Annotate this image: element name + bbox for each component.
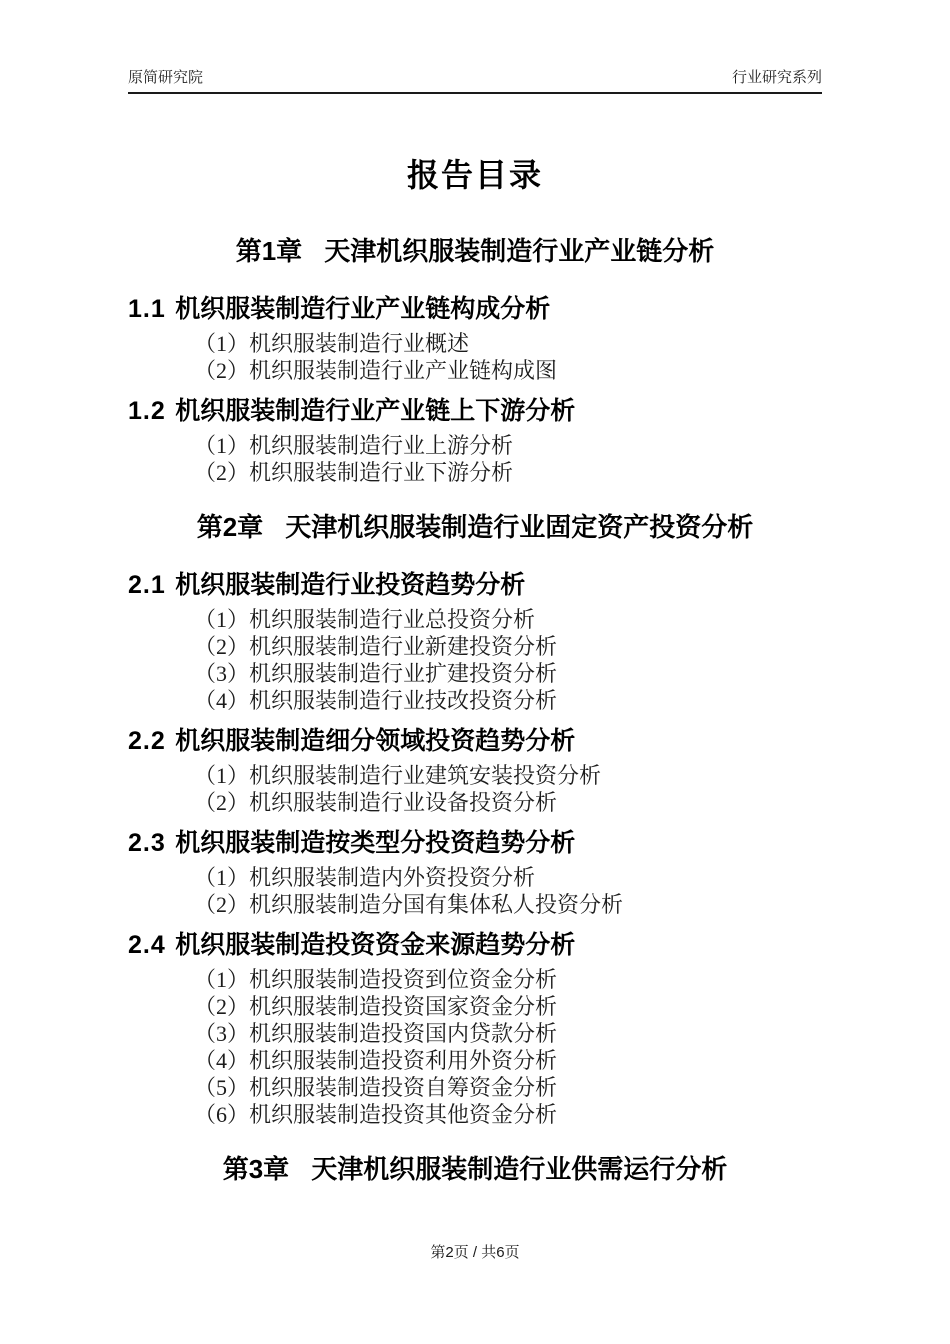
toc-item-list: [128, 864, 822, 918]
chapter-number: 第2章: [196, 512, 264, 542]
toc-item: （5）机织服装制造投资自筹资金分析: [194, 1075, 558, 1100]
toc-section: [128, 930, 822, 1128]
toc-section: [128, 294, 822, 384]
section-heading: [128, 828, 822, 858]
chapter-title: 天津机织服装制造行业固定资产投资分析: [285, 512, 754, 542]
toc-item-list: [128, 762, 822, 816]
section-number: 2.2: [128, 727, 166, 755]
section-number: 2.4: [128, 931, 166, 959]
toc-item: （1）机织服装制造行业建筑安装投资分析: [194, 763, 602, 788]
section-number: 1.1: [128, 295, 166, 323]
section-heading: [128, 396, 822, 426]
toc-item-list: [128, 966, 822, 1128]
toc-chapter: [128, 510, 822, 1128]
toc: [128, 234, 822, 1186]
toc-item: （1）机织服装制造行业上游分析: [194, 433, 514, 458]
chapter-heading: [128, 234, 822, 268]
toc-item: （2）机织服装制造行业新建投资分析: [194, 634, 558, 659]
page-number: 第2页 / 共6页: [430, 1244, 520, 1261]
toc-item: （6）机织服装制造投资其他资金分析: [194, 1102, 558, 1127]
toc-item: （1）机织服装制造内外资投资分析: [194, 865, 536, 890]
section-heading: [128, 294, 822, 324]
section-heading: [128, 726, 822, 756]
section-title: 机织服装制造行业投资趋势分析: [175, 571, 526, 599]
toc-item: （3）机织服装制造投资国内贷款分析: [194, 1021, 558, 1046]
toc-item: （4）机织服装制造投资利用外资分析: [194, 1048, 558, 1073]
toc-item: （2）机织服装制造行业下游分析: [194, 460, 514, 485]
chapter-number: 第1章: [235, 236, 303, 266]
section-number: 2.1: [128, 571, 166, 599]
toc-chapter: [128, 234, 822, 486]
toc-section: [128, 396, 822, 486]
toc-item-list: [128, 432, 822, 486]
section-number: 1.2: [128, 397, 166, 425]
section-heading: [128, 930, 822, 960]
toc-item: （4）机织服装制造行业技改投资分析: [194, 688, 558, 713]
header-right-text: 行业研究系列: [731, 69, 822, 86]
page-header: [128, 0, 822, 94]
toc-section: [128, 828, 822, 918]
toc-item: （1）机织服装制造行业概述: [194, 331, 470, 356]
toc-item: （2）机织服装制造投资国家资金分析: [194, 994, 558, 1019]
chapter-heading: [128, 1152, 822, 1186]
chapter-title: 天津机织服装制造行业供需运行分析: [311, 1154, 728, 1184]
chapter-title: 天津机织服装制造行业产业链分析: [324, 236, 715, 266]
section-title: 机织服装制造投资资金来源趋势分析: [175, 931, 576, 959]
section-title: 机织服装制造行业产业链构成分析: [175, 295, 551, 323]
chapter-number: 第3章: [222, 1154, 290, 1184]
toc-item: （3）机织服装制造行业扩建投资分析: [194, 661, 558, 686]
section-title: 机织服装制造行业产业链上下游分析: [175, 397, 576, 425]
section-heading: [128, 570, 822, 600]
page-footer: [0, 1244, 950, 1262]
toc-item: （2）机织服装制造行业产业链构成图: [194, 358, 558, 383]
section-title: 机织服装制造按类型分投资趋势分析: [175, 829, 576, 857]
toc-title: 报告目录: [406, 157, 543, 193]
toc-item: （1）机织服装制造行业总投资分析: [194, 607, 536, 632]
toc-section: [128, 726, 822, 816]
toc-item: （2）机织服装制造行业设备投资分析: [194, 790, 558, 815]
chapter-heading: [128, 510, 822, 544]
section-title: 机织服装制造细分领域投资趋势分析: [175, 727, 576, 755]
toc-item-list: [128, 330, 822, 384]
toc-section: [128, 570, 822, 714]
toc-item: （2）机织服装制造分国有集体私人投资分析: [194, 892, 624, 917]
toc-chapter: [128, 1152, 822, 1186]
toc-item-list: [128, 606, 822, 714]
section-number: 2.3: [128, 829, 166, 857]
toc-item: （1）机织服装制造投资到位资金分析: [194, 967, 558, 992]
header-left-text: 原简研究院: [128, 69, 204, 86]
